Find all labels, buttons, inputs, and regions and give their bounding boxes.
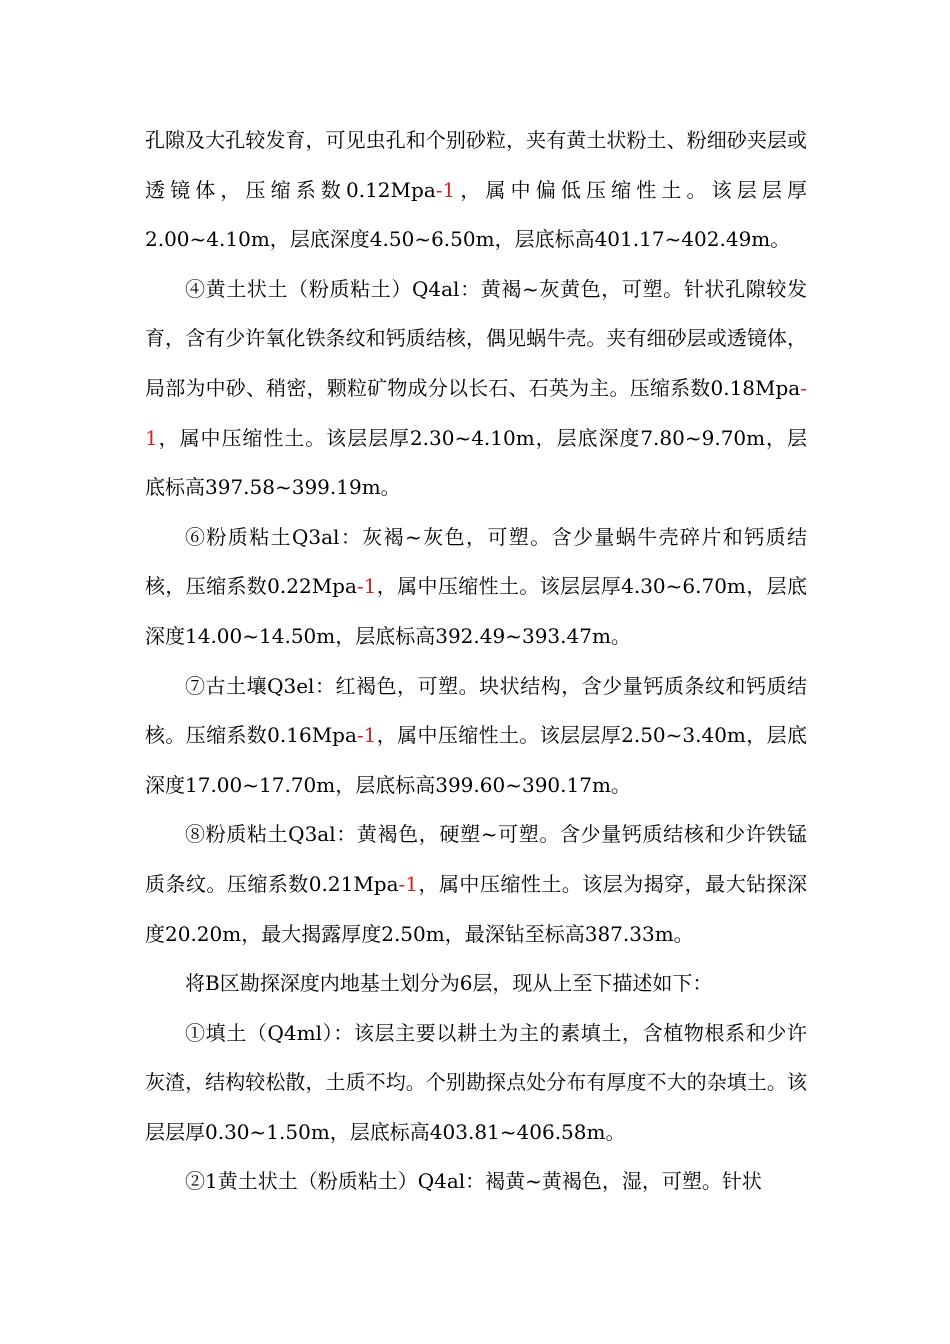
superscript-unit-red: -1 — [356, 723, 377, 748]
text-segment: ，属中偏低压缩性土。该层层厚2.00~4.10m，层底深度4.50~6.50m，层底标高401.17~402.49m。 — [145, 177, 807, 252]
text-segment: ，属中压缩性土。该层层厚2.50~3.40m，层底深度17.00~17.70m，层底标高399.60~390.17m。 — [145, 723, 807, 797]
document-body — [145, 116, 807, 1207]
text-segment: ，属中压缩性土。该层为揭穿，最大钻探深度20.20m，最大揭露厚度2.50m，最深钻至标高387.33m。 — [145, 871, 807, 946]
superscript-unit-red: -1 — [356, 574, 377, 599]
paragraph-layer-6 — [145, 513, 807, 662]
text-segment: ⑧粉质粘土Q3al：黄褐色，硬塑~可塑。含少量钙质结核和少许铁锰质条纹。压缩系数0.21Mpa — [145, 822, 807, 896]
superscript-unit-red: -1 — [398, 871, 419, 896]
text-segment: ，属中压缩性土。该层层厚2.30~4.10m，层底深度7.80~9.70m，层底标高397.58~399.19m。 — [145, 425, 807, 500]
superscript-unit-red: -1 — [435, 177, 456, 202]
text-segment: ，属中压缩性土。该层层厚4.30~6.70m，层底深度14.00~14.50m，层底标高392.49~393.47m。 — [145, 574, 807, 648]
text-segment: ⑥粉质粘土Q3al：灰褐~灰色，可塑。含少量蜗牛壳碎片和钙质结核，压缩系数0.22Mpa — [145, 524, 807, 599]
paragraph-zone-b-intro — [145, 959, 807, 1009]
text-segment: ②1黄土状土（粉质粘土）Q4al：褐黄~黄褐色，湿，可塑。针状 — [185, 1169, 762, 1194]
text-segment: ⑦古土壤Q3el：红褐色，可塑。块状结构，含少量钙质条纹和钙质结核。压缩系数0.16Mpa — [145, 673, 807, 748]
superscript-unit-red: -1 — [145, 375, 807, 450]
paragraph-layer-8 — [145, 810, 807, 959]
paragraph-zone-b-layer-2-1 — [145, 1157, 807, 1207]
text-segment: ①填土（Q4ml）：该层主要以耕土为主的素填土，含植物根系和少许灰渣，结构较松散，土质不均。个别勘探点处分布有厚度不大的杂填土。该层层厚0.30~1.50m，层底标高403.81~406.58m。 — [145, 1020, 807, 1144]
paragraph-zone-b-layer-1 — [145, 1009, 807, 1158]
paragraph-layer-4 — [145, 265, 807, 513]
text-segment: ④黄土状土（粉质粘土）Q4al：黄褐~灰黄色，可塑。针状孔隙较发育，含有少许氧化铁条纹和钙质结核，偶见蜗牛壳。夹有细砂层或透镜体，局部为中砂、稍密，颗粒矿物成分以长石、石英为主。压缩系数0.18Mpa — [145, 276, 807, 400]
paragraph-1 — [145, 116, 807, 265]
text-segment: 将B区勘探深度内地基土划分为6层，现从上至下描述如下： — [185, 971, 713, 996]
text-segment: 孔隙及大孔较发育，可见虫孔和个别砂粒，夹有黄土状粉土、粉细砂夹层或透镜体，压缩系数0.12Mpa — [145, 128, 807, 202]
paragraph-layer-7 — [145, 662, 807, 811]
